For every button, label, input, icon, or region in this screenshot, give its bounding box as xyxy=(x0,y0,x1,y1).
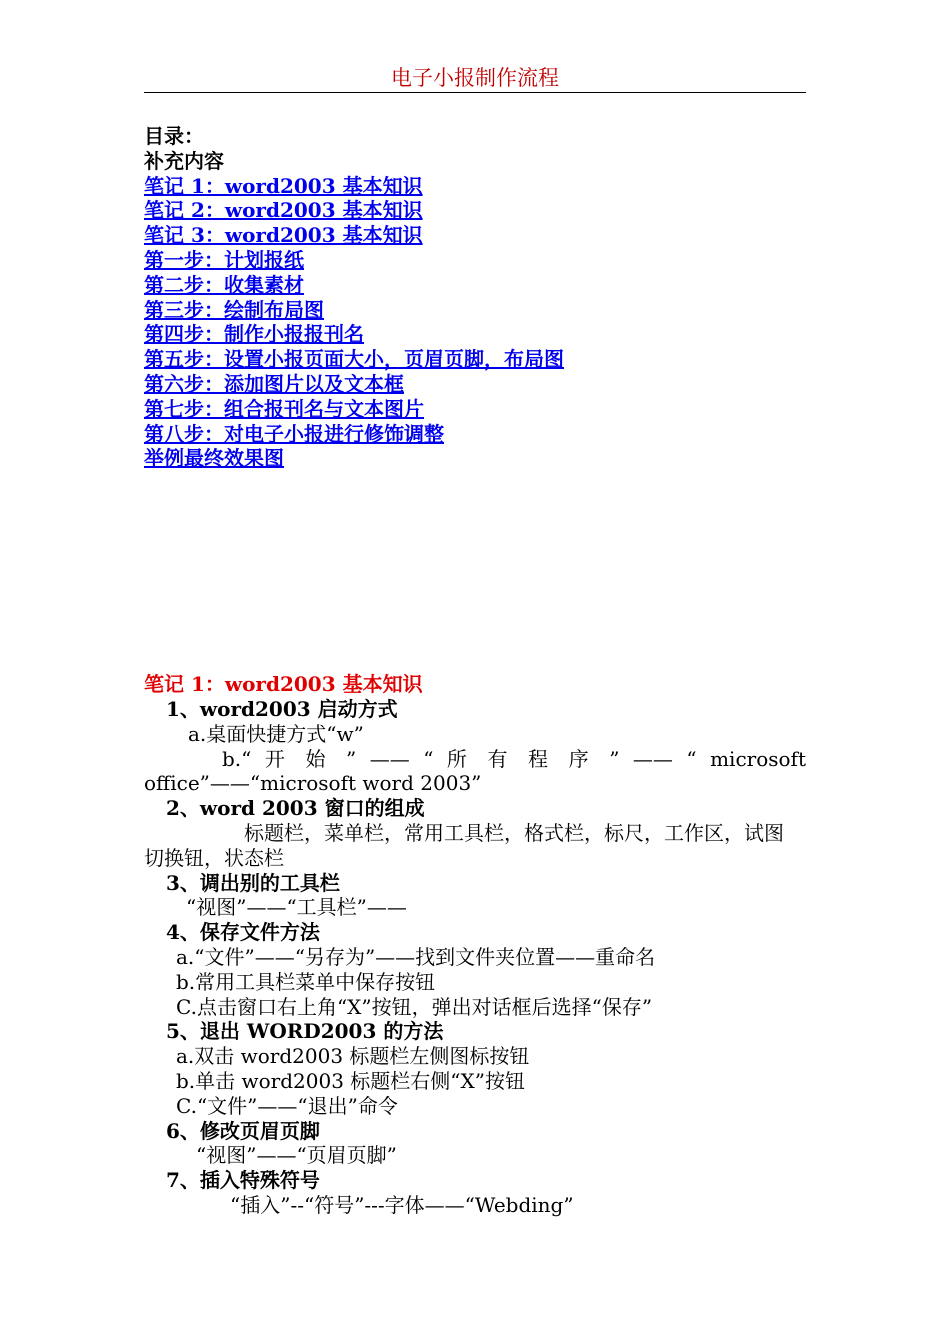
paragraph-line: “视图”——“工具栏”—— xyxy=(186,895,407,920)
paragraph-line: office”——“microsoft word 2003” xyxy=(144,771,482,796)
toc-link-step-1[interactable]: 第一步：计划报纸 xyxy=(144,247,304,272)
toc-link-step-5[interactable]: 第五步：设置小报页面大小，页眉页脚，布局图 xyxy=(144,347,564,372)
paragraph-line: “插入”--“符号”---字体——“Webding” xyxy=(230,1192,574,1217)
paragraph-line: “视图”——“页眉页脚” xyxy=(196,1143,397,1168)
note-1-content xyxy=(144,697,806,1218)
toc-link-step-6[interactable]: 第六步：添加图片以及文本框 xyxy=(144,371,404,396)
section-heading: 3、调出别的工具栏 xyxy=(166,870,340,895)
toc-link-note-3[interactable]: 笔记 3：word2003 基本知识 xyxy=(144,223,423,248)
section-heading: 1、word2003 启动方式 xyxy=(166,697,398,721)
section-heading: 6、修改页眉页脚 xyxy=(166,1118,320,1143)
paragraph-line: C.点击窗口右上角“X”按钮，弹出对话框后选择“保存” xyxy=(176,994,653,1019)
paragraph-line: a.桌面快捷方式“w” xyxy=(188,721,364,746)
page-header-title: 电子小报制作流程 xyxy=(144,64,806,93)
section-heading: 5、退出 WORD2003 的方法 xyxy=(166,1019,444,1044)
toc-link-final-example[interactable]: 举例最终效果图 xyxy=(144,446,284,471)
paragraph-line: b.单击 word2003 标题栏右侧“X”按钮 xyxy=(176,1068,525,1093)
toc-link-step-2[interactable]: 第二步：收集素材 xyxy=(144,272,304,297)
toc-link-note-1[interactable]: 笔记 1：word2003 基本知识 xyxy=(144,173,423,198)
toc-link-step-7[interactable]: 第七步：组合报刊名与文本图片 xyxy=(144,396,424,421)
toc-title: 目录： xyxy=(144,124,204,148)
paragraph-line: 切换钮，状态栏 xyxy=(144,845,284,870)
note-1-title: 笔记 1：word2003 基本知识 xyxy=(144,672,423,696)
paragraph-line: a.“文件”——“另存为”——找到文件夹位置——重命名 xyxy=(176,944,656,969)
toc-link-step-8[interactable]: 第八步：对电子小报进行修饰调整 xyxy=(144,421,444,446)
table-of-contents xyxy=(144,124,806,471)
toc-link-note-2[interactable]: 笔记 2：word2003 基本知识 xyxy=(144,198,423,223)
paragraph-line: b.常用工具栏菜单中保存按钮 xyxy=(176,969,436,994)
toc-link-step-4[interactable]: 第四步：制作小报报刊名 xyxy=(144,322,364,347)
paragraph-line: C.“文件”——“退出”命令 xyxy=(176,1093,398,1118)
paragraph-line: a.双击 word2003 标题栏左侧图标按钮 xyxy=(176,1044,530,1069)
section-heading: 2、word 2003 窗口的组成 xyxy=(166,796,425,821)
toc-link-step-3[interactable]: 第三步：绘制布局图 xyxy=(144,297,324,322)
section-heading: 4、保存文件方法 xyxy=(166,920,320,945)
paragraph-line: b.“ 开 始 ” —— “ 所 有 程 序 ” —— “ microsoft xyxy=(222,746,806,771)
section-heading: 7、插入特殊符号 xyxy=(166,1168,320,1193)
paragraph-line: 标题栏，菜单栏，常用工具栏，格式栏，标尺，工作区，试图 xyxy=(244,820,784,845)
toc-subtitle: 补充内容 xyxy=(144,148,224,173)
